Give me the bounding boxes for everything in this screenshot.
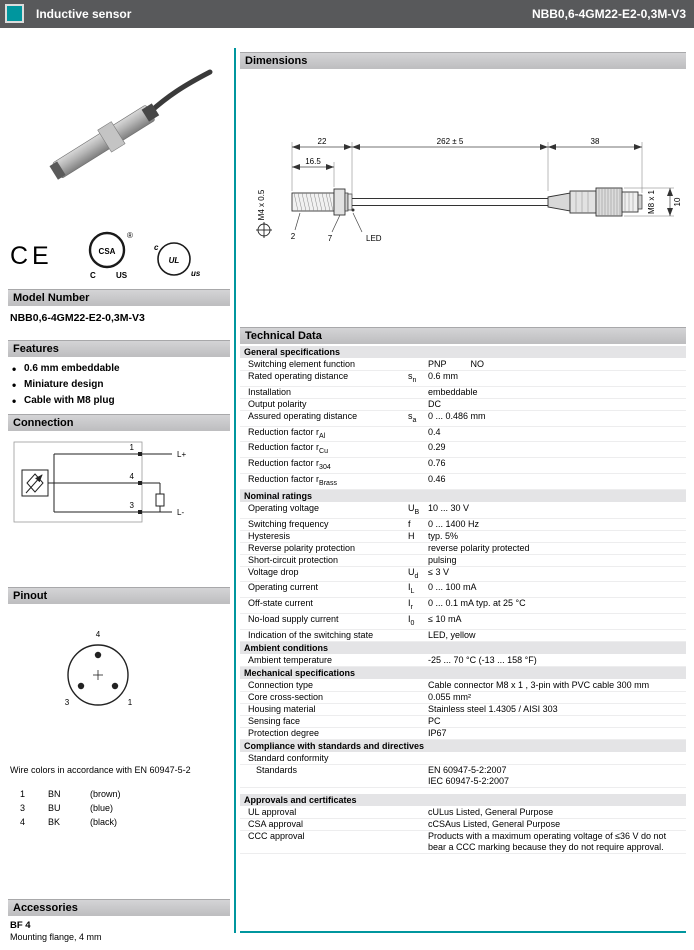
spec-row — [240, 704, 686, 716]
spec-label: Voltage drop — [248, 566, 299, 577]
spec-symbol: $U_B$ — [408, 502, 420, 516]
csa-us-label: US — [116, 271, 128, 280]
feature-item: • Miniature design — [12, 377, 120, 393]
wire-pin: 4 — [20, 817, 26, 827]
ul-c-label: c — [154, 243, 159, 252]
spec-value: -25 ... 70 °C (-13 ... 158 °F) — [428, 654, 537, 665]
wire-color-note: Wire colors in accordance with EN 60947-5-2 — [10, 765, 191, 775]
ul-logo — [150, 234, 200, 282]
spec-label: CCC approval — [248, 830, 305, 841]
bend-relief — [548, 193, 570, 211]
spec-row — [240, 359, 686, 371]
dim-flat: 7 — [327, 234, 333, 243]
spec-value: 0.76 — [428, 458, 446, 469]
connector-end — [638, 195, 642, 209]
ce-mark: CE — [10, 242, 53, 270]
spec-symbol: H — [408, 530, 415, 541]
pinout-pin1-label: 1 — [127, 698, 133, 707]
spec-symbol — [408, 555, 428, 566]
spec-label: Installation — [248, 386, 292, 397]
l-plus-label: L+ — [177, 450, 187, 459]
spec-row — [240, 692, 686, 704]
spec-row — [240, 598, 686, 614]
spec-row — [240, 503, 686, 519]
spec-label: No-load supply current — [248, 613, 339, 624]
wire-code: BN — [48, 789, 61, 799]
spec-label: Switching element function — [248, 359, 356, 369]
spec-row — [240, 680, 686, 692]
wire-pin: 3 — [20, 803, 26, 813]
dim-groove: 2 — [290, 232, 296, 241]
spec-section-heading: Nominal ratings — [240, 490, 686, 503]
spec-label: Reduction factor $r_{304}$ — [248, 458, 331, 471]
accessory-name: BF 4 — [10, 920, 31, 931]
spec-symbol: $I_0$ — [408, 613, 415, 627]
spec-label: Housing material — [248, 703, 316, 714]
spec-section-heading: Approvals and certificates — [240, 794, 686, 807]
dim-connector-diameter: 10 — [673, 197, 682, 207]
dim-cable-length: 262 ± 5 — [436, 137, 464, 146]
spec-row — [240, 807, 686, 819]
sensor-cable — [150, 72, 210, 112]
dim-connector-length: 38 — [590, 137, 600, 146]
hex-nut — [334, 189, 345, 215]
pinout-diagram — [36, 613, 166, 728]
spec-row — [240, 765, 686, 788]
registered-mark-icon: ® — [127, 231, 133, 240]
spec-label: Hysteresis — [248, 530, 291, 541]
spec-value: 0.4 — [428, 426, 441, 437]
pin-1-dot — [112, 683, 118, 689]
conn-pin4-label: 4 — [129, 472, 134, 481]
csa-c-label: C — [90, 271, 96, 280]
spec-symbol — [408, 728, 428, 739]
pin-4-dot — [95, 652, 101, 658]
spec-value: IP67 — [428, 727, 447, 738]
spec-row — [240, 474, 686, 490]
spec-value: PNP NO — [428, 359, 485, 369]
spec-value: typ. 5% — [428, 530, 459, 541]
spec-symbol — [408, 753, 428, 764]
features-heading: Features — [8, 340, 230, 357]
pinout-heading: Pinout — [8, 587, 230, 604]
load-symbol — [156, 494, 164, 506]
sensor-photo-drawing — [8, 44, 218, 224]
spec-symbol: $I_L$ — [408, 582, 415, 596]
spec-symbol: $s_n$ — [408, 371, 417, 384]
spec-row — [240, 531, 686, 543]
spec-value: 0 ... 0.1 mA typ. at 25 °C — [428, 598, 526, 609]
spec-symbol — [408, 704, 428, 715]
spec-symbol — [408, 458, 428, 473]
dim-thread-length: 16.5 — [305, 157, 321, 166]
spec-row — [240, 427, 686, 443]
spec-row — [240, 728, 686, 740]
spec-row — [240, 519, 686, 531]
spec-row — [240, 442, 686, 458]
threaded-barrel — [292, 193, 334, 211]
led-label: LED — [366, 234, 382, 243]
spec-symbol — [408, 765, 428, 787]
wire-color-name: (blue) — [90, 803, 114, 813]
product-photo — [8, 44, 218, 224]
spec-row — [240, 387, 686, 399]
wire-code: BU — [48, 803, 61, 813]
spec-value: Cable connector M8 x 1 , 3-pin with PVC cable 300 mm — [428, 679, 650, 690]
spec-label: CSA approval — [248, 818, 304, 829]
earth-symbol-icon — [256, 222, 272, 238]
spec-label: Connection type — [248, 679, 314, 690]
spec-row — [240, 831, 686, 854]
spec-symbol — [408, 680, 428, 691]
spec-value: pulsing — [428, 554, 457, 565]
spec-symbol — [408, 807, 428, 818]
dimensions-heading: Dimensions — [240, 52, 686, 69]
spec-value: 10 ... 30 V — [428, 502, 470, 513]
model-number-heading: Model Number — [8, 289, 230, 306]
spec-label: Reverse polarity protection — [248, 542, 356, 553]
page-header — [0, 0, 694, 28]
feature-item: • 0.6 mm embeddable — [12, 361, 120, 377]
sensor-barrel — [52, 105, 155, 179]
spec-label: Rated operating distance — [248, 371, 349, 381]
left-column — [8, 28, 230, 948]
wire-pin: 1 — [20, 789, 26, 799]
spec-symbol: $s_a$ — [408, 410, 417, 424]
spec-value: 0 ... 100 mA — [428, 582, 477, 593]
dim-thread-spec: M4 x 0.5 — [257, 189, 266, 221]
product-model-title: NBB0,6-4GM22-E2-0,3M-V3 — [531, 7, 686, 21]
spec-section-heading: Ambient conditions — [240, 642, 686, 655]
spec-value: reverse polarity protected — [428, 542, 530, 553]
spec-value: EN 60947-5-2:2007 IEC 60947-5-2:2007 — [428, 764, 510, 786]
spec-row — [240, 753, 686, 765]
wire-color-name: (brown) — [90, 789, 121, 799]
spec-value — [428, 753, 686, 764]
led-dot — [352, 209, 355, 212]
spec-symbol — [408, 474, 428, 489]
wire-row — [10, 815, 210, 829]
spec-label: Assured operating distance — [248, 410, 358, 421]
spec-row — [240, 716, 686, 728]
features-list — [12, 361, 120, 409]
spec-label: Operating current — [248, 582, 319, 593]
conn-pin1-label: 1 — [129, 443, 134, 452]
spec-symbol — [408, 442, 428, 457]
spec-symbol — [408, 387, 428, 398]
conn-pin3-label: 3 — [129, 501, 134, 510]
spec-row — [240, 614, 686, 630]
spec-label: Reduction factor $r_{Brass}$ — [248, 473, 337, 487]
connector-thread-tip — [622, 192, 638, 212]
rear-body — [348, 194, 352, 210]
dimension-drawing — [240, 72, 686, 320]
column-divider — [234, 48, 236, 933]
spec-row — [240, 567, 686, 583]
spec-row — [240, 411, 686, 427]
csa-text: CSA — [98, 247, 116, 256]
pinout-pin3-label: 3 — [64, 698, 70, 707]
spec-value: cCSAus Listed, General Purpose — [428, 818, 561, 829]
accessories-heading: Accessories — [8, 899, 230, 916]
spec-value: 0.055 mm² — [428, 691, 472, 702]
spec-symbol — [408, 630, 428, 641]
connector-body — [570, 191, 596, 213]
spec-value: Stainless steel 1.4305 / AISI 303 — [428, 703, 558, 714]
spec-label: UL approval — [248, 806, 297, 817]
spec-label: Sensing face — [248, 715, 301, 726]
spec-label: Operating voltage — [248, 502, 320, 513]
spec-row — [240, 582, 686, 598]
spec-section-heading: General specifications — [240, 346, 686, 359]
brand-logo — [5, 4, 24, 23]
spec-label: Core cross-section — [248, 691, 324, 702]
spec-symbol — [408, 716, 428, 727]
spec-label: Short-circuit protection — [248, 554, 339, 565]
spec-row — [240, 458, 686, 474]
knurled-nut — [596, 188, 622, 216]
spec-symbol — [408, 655, 428, 666]
spec-value: PC — [428, 715, 441, 726]
spec-row — [240, 555, 686, 567]
spec-label: Switching frequency — [248, 518, 329, 529]
spec-label: Protection degree — [248, 727, 320, 738]
spec-symbol: f — [408, 518, 411, 529]
dim-connector-thread: M8 x 1 — [647, 189, 656, 215]
groove — [345, 193, 348, 211]
feature-item: • Cable with M8 plug — [12, 393, 120, 409]
spec-symbol: $I_r$ — [408, 598, 413, 611]
spec-symbol — [408, 359, 428, 370]
spec-value: LED, yellow — [428, 629, 476, 640]
spec-section-heading: Mechanical specifications — [240, 667, 686, 680]
spec-symbol: $U_d$ — [408, 566, 419, 580]
model-number-value: NBB0,6-4GM22-E2-0,3M-V3 — [10, 312, 145, 324]
spec-row — [240, 399, 686, 411]
pin-3-dot — [78, 683, 84, 689]
product-category-title: Inductive sensor — [36, 7, 132, 21]
dim-body-length: 22 — [317, 137, 327, 146]
spec-symbol — [408, 831, 428, 853]
connection-heading: Connection — [8, 414, 230, 431]
spec-value: ≤ 3 V — [428, 566, 449, 577]
spec-label: Standard conformity — [248, 752, 329, 763]
connection-diagram — [10, 436, 220, 536]
spec-row — [240, 655, 686, 667]
spec-symbol — [408, 819, 428, 830]
wire-color-table — [10, 787, 210, 829]
right-column — [240, 28, 686, 938]
spec-row — [240, 819, 686, 831]
spec-value: 0 ... 0.486 mm — [428, 410, 486, 421]
spec-value: cULus Listed, General Purpose — [428, 806, 554, 817]
csa-logo — [84, 228, 134, 282]
spec-row — [240, 543, 686, 555]
spec-label: Standards — [256, 764, 298, 775]
spec-row — [240, 630, 686, 642]
spec-symbol — [408, 427, 428, 442]
spec-label: Output polarity — [248, 398, 307, 409]
spec-symbol — [408, 692, 428, 703]
spec-label: Reduction factor $r_{Al}$ — [248, 426, 326, 440]
spec-value: ≤ 10 mA — [428, 613, 462, 624]
spec-label: Reduction factor $r_{Cu}$ — [248, 442, 328, 456]
spec-value: embeddable — [428, 386, 478, 397]
spec-symbol — [408, 399, 428, 410]
l-minus-label: L- — [177, 508, 185, 517]
spec-section-heading: Compliance with standards and directives — [240, 740, 686, 753]
ul-us-label: us — [191, 269, 200, 278]
ul-text: UL — [168, 256, 180, 265]
spec-value: 0.46 — [428, 473, 446, 484]
spec-value: 0 ... 1400 Hz — [428, 518, 480, 529]
spec-label: Off-state current — [248, 598, 313, 609]
wire-row — [10, 787, 210, 801]
spec-value: DC — [428, 398, 441, 409]
spec-label: Ambient temperature — [248, 654, 333, 665]
technical-data-table — [240, 346, 686, 854]
accessory-description: Mounting flange, 4 mm — [10, 932, 102, 942]
spec-value: Products with a maximum operating voltage of ≤36 V do not bear a CCC marking because they do not require approval. — [428, 830, 667, 852]
wire-row — [10, 801, 210, 815]
spec-value: 0.6 mm — [428, 371, 459, 381]
spec-label: Indication of the switching state — [248, 629, 374, 640]
spec-row — [240, 371, 686, 387]
wire-code: BK — [48, 817, 61, 827]
pinout-pin4-label: 4 — [95, 630, 101, 639]
certification-logos — [8, 226, 230, 284]
spec-symbol — [408, 543, 428, 554]
wire-color-name: (black) — [90, 817, 118, 827]
technical-data-heading: Technical Data — [240, 327, 686, 344]
spec-value: 0.29 — [428, 442, 446, 453]
